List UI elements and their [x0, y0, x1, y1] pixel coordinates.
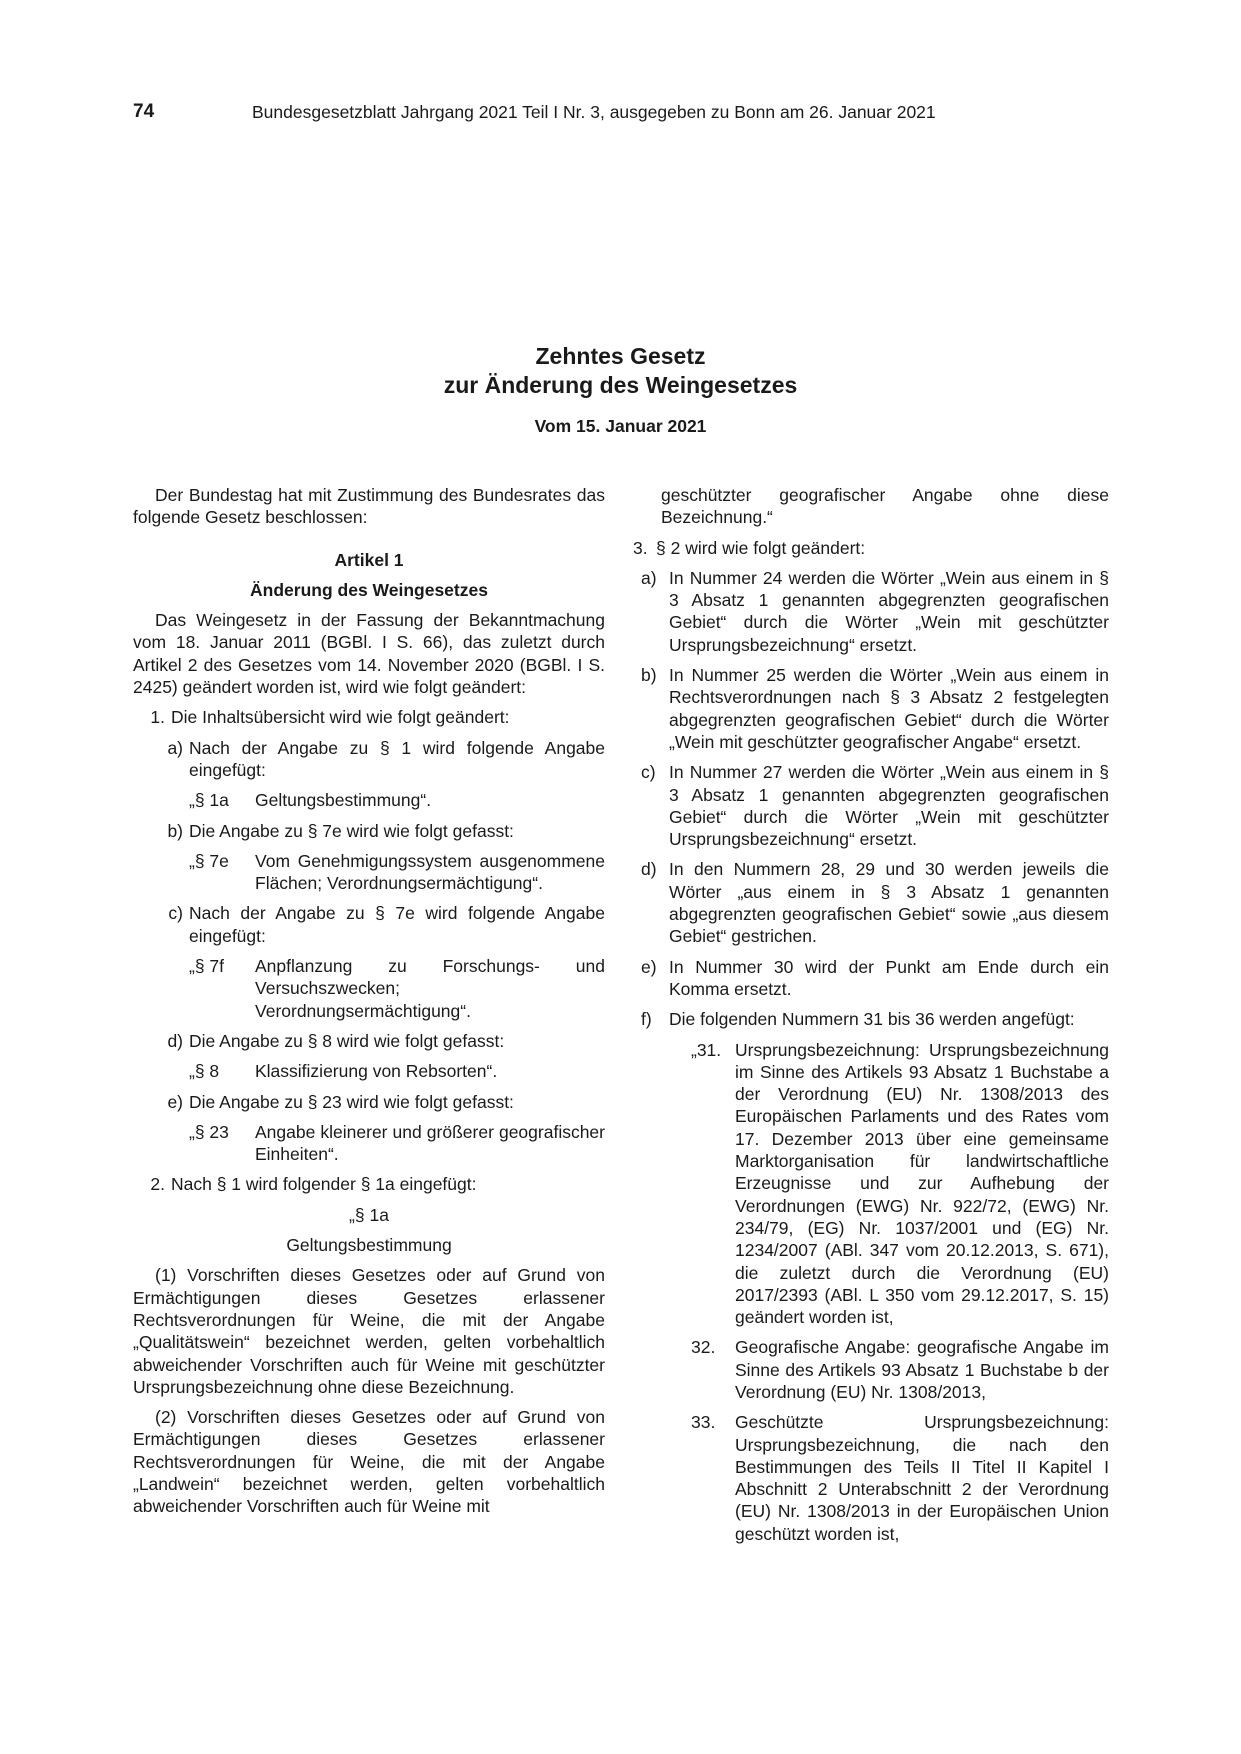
entry-text: Anpflanzung zu Forschungs- und Versuchszwecken; Verordnungsermächtigung“. — [255, 956, 605, 1021]
law-title-line-1: Zehntes Gesetz — [535, 343, 706, 369]
list-item-1 — [133, 706, 605, 728]
item-number: a) — [641, 567, 657, 588]
law-title — [0, 342, 1241, 400]
entry-label: „§ 23 — [189, 1121, 229, 1142]
list-item-3b — [641, 664, 1109, 753]
entry-text: Vom Genehmigungssystem ausgenommene Flächen; Verordnungsermächtigung“. — [255, 850, 605, 894]
item-number: c) — [641, 762, 656, 783]
item-number: d) — [641, 859, 657, 880]
definition-text: Geschützte Ursprungsbezeichnung: Ursprungsbezeichnung, die nach den Bestimmungen des Teils II Titel II Kapitel I Abschnitt 2 Unterabschnitt 2 der Verordnung (EU) Nr. 1308/2013 in der Europäischen Union geschützt worden ist, — [735, 1412, 1109, 1544]
entry-text: Klassifizierung von Rebsorten“. — [255, 1061, 498, 1082]
item-text: Die Angabe zu § 7e wird wie folgt gefasst: — [189, 820, 514, 841]
list-item-1a — [133, 737, 605, 782]
item-text: Nach der Angabe zu § 1 wird folgende Angabe eingefügt: — [189, 737, 605, 780]
item-number: b) — [641, 665, 657, 686]
section-paragraph-2: (2) Vorschriften dieses Gesetzes oder auf Grund von Ermächtigungen dieses Gesetzes erlassener Rechtsverordnungen für Weine, die mit der Angabe „Landwein“ bezeichnet werden, gelten vorbehaltlich abweichender Vorschriften auch für Weine mit — [133, 1407, 605, 1517]
item-number: 3. — [633, 537, 648, 558]
item-text: Die Inhaltsübersicht wird wie folgt geändert: — [171, 707, 510, 728]
left-column — [133, 484, 605, 1518]
list-item-3a — [641, 567, 1109, 656]
definition-33 — [691, 1411, 1109, 1545]
toc-entry-23 — [189, 1121, 605, 1166]
running-head: Bundesgesetzblatt Jahrgang 2021 Teil I Nr. 3, ausgegeben zu Bonn am 26. Januar 2021 — [252, 102, 936, 122]
toc-entry-8 — [189, 1060, 605, 1082]
definition-32 — [691, 1336, 1109, 1403]
item-number: d) — [167, 1030, 183, 1051]
item-text: In Nummer 25 werden die Wörter „Wein aus einem in Rechtsverordnungen nach § 3 Absatz 2 festgelegten abgegrenzten geografischen Gebiet“ durch die Wörter „Wein mit geschützter geografischer Angabe“ ersetzt. — [669, 665, 1109, 752]
item-text: In Nummer 27 werden die Wörter „Wein aus einem in § 3 Absatz 1 genannten abgegrenzten geografischen Gebiet“ durch die Wörter „Wein mit geschützter Ursprungsbezeichnung“ ersetzt. — [669, 762, 1109, 850]
item-text: Die Angabe zu § 23 wird wie folgt gefasst: — [189, 1091, 514, 1112]
toc-entry-7f — [189, 955, 605, 1022]
item-text: In Nummer 30 wird der Punkt am Ende durch ein Komma ersetzt. — [669, 956, 1109, 999]
list-item-1d — [133, 1030, 605, 1052]
item-number: e) — [641, 956, 657, 977]
article-intro: Das Weingesetz in der Fassung der Bekanntmachung vom 18. Januar 2011 (BGBl. I S. 66), das zuletzt durch Artikel 2 des Gesetzes vom 14. November 2020 (BGBl. I S. 2425) geändert worden ist, wird wie folgt geändert: — [133, 610, 605, 698]
item-text: Die Angabe zu § 8 wird wie folgt gefasst: — [189, 1030, 505, 1051]
definition-31 — [691, 1039, 1109, 1329]
list-item-3d — [641, 858, 1109, 947]
toc-entry-7e — [189, 850, 605, 895]
entry-label: „§ 1a — [189, 790, 229, 811]
law-title-line-2: zur Änderung des Weingesetzes — [443, 372, 798, 398]
section-label: „§ 1a — [349, 1204, 389, 1225]
item-number: 1. — [150, 707, 165, 728]
item-number: 2. — [150, 1174, 165, 1195]
definition-text: Geografische Angabe: geografische Angabe im Sinne des Artikels 93 Absatz 1 Buchstabe b der Verordnung (EU) Nr. 1308/2013, — [735, 1337, 1109, 1402]
definition-text: Ursprungsbezeichnung: Ursprungsbezeichnung im Sinne des Artikels 93 Absatz 1 Buchstabe a der Verordnung (EU) Nr. 1308/2013 des Europäischen Parlaments und des Rates vom 17. Dezember 2013 über eine gemeinsame Marktorganisation für landwirtschaftliche Erzeugnisse und zur Aufhebung der Verordnungen (EWG) Nr. 922/72, (EWG) Nr. 234/79, (EG) Nr. 1037/2001 und (EG) Nr. 1234/2007 (ABl. 347 vom 20.12.2013, S. 671), die zuletzt durch die Verordnung (EU) 2017/2393 (ABl. L 350 vom 29.12.2017, S. 15) geändert worden ist, — [735, 1039, 1109, 1328]
item-text: Nach § 1 wird folgender § 1a eingefügt: — [171, 1174, 477, 1195]
definition-number: 32. — [691, 1337, 716, 1358]
list-item-3f — [641, 1008, 1109, 1030]
item-text: In den Nummern 28, 29 und 30 werden jeweils die Wörter „aus einem in § 3 Absatz 1 genannten abgegrenzten geografischen Gebiet“ sowie „aus diesem Gebiet“ gestrichen. — [669, 859, 1109, 947]
list-item-1e — [133, 1091, 605, 1113]
article-title: Änderung des Weingesetzes — [250, 579, 488, 600]
entry-text: Angabe kleinerer und größerer geografischer Einheiten“. — [255, 1121, 605, 1165]
list-item-3e — [641, 956, 1109, 1001]
item-number: c) — [168, 903, 183, 924]
continuation-text: geschützter geografischer Angabe ohne diese Bezeichnung.“ — [661, 485, 1109, 528]
right-column — [633, 484, 1109, 1553]
entry-text: Geltungsbestimmung“. — [255, 790, 432, 811]
toc-entry-1a — [189, 789, 605, 811]
list-item-3c — [641, 761, 1109, 850]
list-item-2 — [133, 1173, 605, 1195]
item-number: b) — [167, 820, 183, 841]
page-number: 74 — [133, 101, 155, 122]
section-title: Geltungsbestimmung — [286, 1235, 452, 1256]
item-text: In Nummer 24 werden die Wörter „Wein aus einem in § 3 Absatz 1 genannten abgegrenzten geografischen Gebiet“ durch die Wörter „Wein mit geschützter Ursprungsbezeichnung“ ersetzt. — [669, 567, 1109, 655]
list-item-3 — [633, 537, 1109, 559]
item-text: Die folgenden Nummern 31 bis 36 werden angefügt: — [669, 1009, 1075, 1030]
entry-label: „§ 8 — [189, 1061, 220, 1082]
definition-number: „31. — [691, 1039, 722, 1060]
item-text: § 2 wird wie folgt geändert: — [656, 537, 866, 558]
item-number: f) — [641, 1009, 652, 1030]
item-number: a) — [167, 737, 183, 758]
definition-number: 33. — [691, 1412, 716, 1433]
list-item-1b — [133, 820, 605, 842]
item-text: Nach der Angabe zu § 7e wird folgende Angabe eingefügt: — [189, 903, 605, 946]
article-heading: Artikel 1 — [334, 549, 404, 570]
list-item-1c — [133, 902, 605, 947]
preamble: Der Bundestag hat mit Zustimmung des Bundesrates das folgende Gesetz beschlossen: — [133, 485, 605, 528]
entry-label: „§ 7e — [189, 850, 229, 871]
law-date: Vom 15. Januar 2021 — [534, 416, 707, 436]
item-number: e) — [167, 1091, 183, 1112]
entry-label: „§ 7f — [189, 956, 225, 977]
section-paragraph-1: (1) Vorschriften dieses Gesetzes oder auf Grund von Ermächtigungen dieses Gesetzes erlassener Rechtsverordnungen für Weine, die mit der Angabe „Qualitätswein“ bezeichnet werden, gelten vorbehaltlich abweichender Vorschriften auch für Weine mit geschützter Ursprungsbezeichnung ohne diese Bezeichnung. — [133, 1265, 605, 1397]
